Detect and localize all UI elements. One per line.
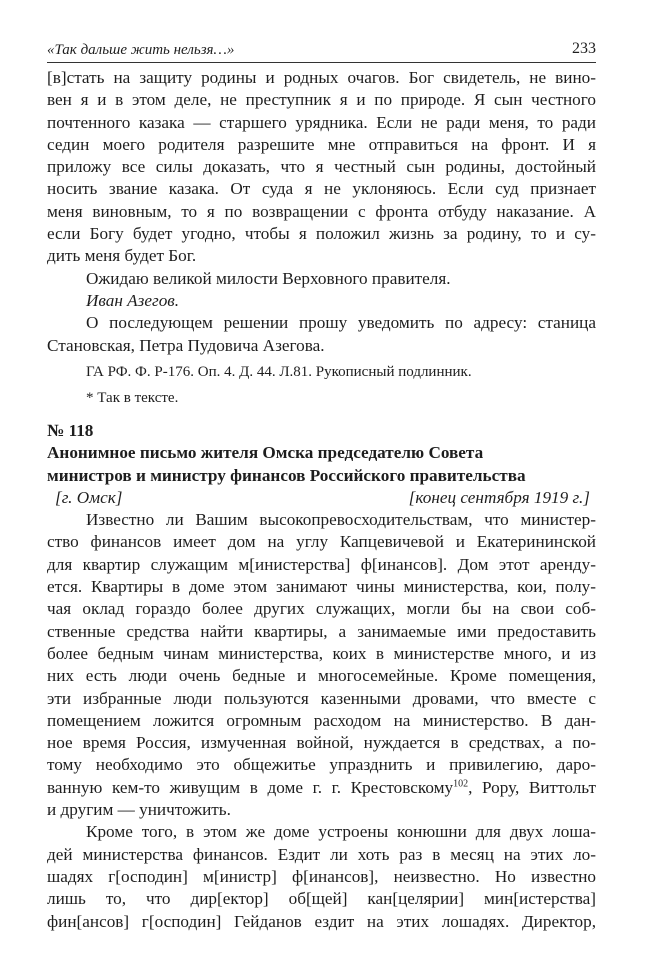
document-118 [47,420,596,933]
previous-document-text [47,67,596,409]
text-line: помещением ложится огромным расходом на министерство. В дан- [47,710,596,730]
document-title-line: министров и министру финансов Российского правительства [47,465,526,485]
text-segment: ванную кем-то живущим в доме г. г. Крестовскому [47,777,454,797]
text-line: фин[ансов] г[осподин] Гейданов ездит на этих лошадях. Директор, [47,911,596,931]
text-line: Кроме того, в этом же доме устроены конюшни для двух лоша- [86,822,596,842]
text-line: если Богу будет угодно, чтобы я положил жизнь за родину, то и су- [47,224,596,244]
footnote-reference[interactable]: 102 [453,778,469,790]
closing-line: Ожидаю великой милости Верховного правителя. [86,268,451,288]
text-line: дей министерства финансов. Ездит ли хоть раз в месяц на этих ло- [47,844,596,864]
text-line: Известно ли Вашим высокопревосходительствам, что министер- [86,510,596,530]
document-number: № 118 [47,421,94,440]
text-line: ство финансов имеет дом на углу Капцевичевой и Екатерининской [47,532,596,552]
text-line: тому необходимо это общежитье упразднить и привилегию, даро- [47,755,596,775]
footnote-note: * Так в тексте. [86,390,179,407]
text-line: и другим — уничтожить. [47,800,231,820]
text-line: более бедным чинам министерства, коих в министерстве много, и из [47,643,596,663]
text-line [47,777,596,799]
document-title-line: Анонимное письмо жителя Омска председателю Совета [47,443,484,463]
text-line: шадях г[осподин] м[инистр] ф[инансов], неизвестно. Но известно [47,866,596,886]
text-line: [в]стать на защиту родины и родных очагов. Бог свидетель, не вино- [47,68,596,87]
text-line: ственные средства найти квартиры, а занимаемые ими предоставить [47,621,596,641]
text-line: эти избранные люди пользуются казенными дровами, что вместе с [47,688,596,708]
running-header [47,40,596,63]
text-line: ется. Квартиры в доме этом занимают чины министерства, кои, полу- [47,577,596,597]
page-number: 233 [572,40,596,57]
signature: Иван Азегов. [86,290,180,310]
text-line: лишь то, что дир[ектор] об[щей] кан[целярии] мин[истерства] [47,889,596,909]
text-segment: , Рору, Виттольт [468,777,596,797]
archive-source: ГА РФ. Ф. Р-176. Оп. 4. Д. 44. Л.81. Рукописный подлинник. [86,363,472,380]
text-line: седин моего родителя разрешите мне отправиться на фронт. И я [47,134,596,154]
text-line: носить звание казака. От суда я не уклоняюсь. Если суд признает [47,179,596,199]
text-line: них есть люди очень бедные и многосемейные. Кроме помещения, [47,666,596,686]
address-line: О последующем решении прошу уведомить по адресу: станица [86,313,596,333]
running-title: «Так дальше жить нельзя…» [47,42,235,58]
text-line: чая оклад гораздо более других служащих, могли бы на свои соб- [47,599,596,619]
text-line: для квартир служащим м[инистерства] ф[инансов]. Дом этот аренду- [47,554,596,574]
text-line: ное время Россия, измученная войной, нуждается в средствах, а по- [47,733,596,753]
document-date: [конец сентября 1919 г.] [408,487,590,507]
document-place: [г. Омск] [55,487,123,507]
text-line: вен я и в этом деле, не преступник я и по природе. Я сын честного [47,90,596,110]
address-line: Становская, Петра Пудовича Азегова. [47,335,325,355]
text-line: приложу все силы доказать, что я честный сын родины, достойный [47,157,596,177]
text-line: дить меня будет Бог. [47,246,197,266]
text-line: почтенного казака — старшего урядника. Если не ради меня, то ради [47,112,596,132]
text-line: меня виновным, то я по возвращении с фронта отбуду наказание. А [47,201,596,221]
document-meta [47,487,596,509]
